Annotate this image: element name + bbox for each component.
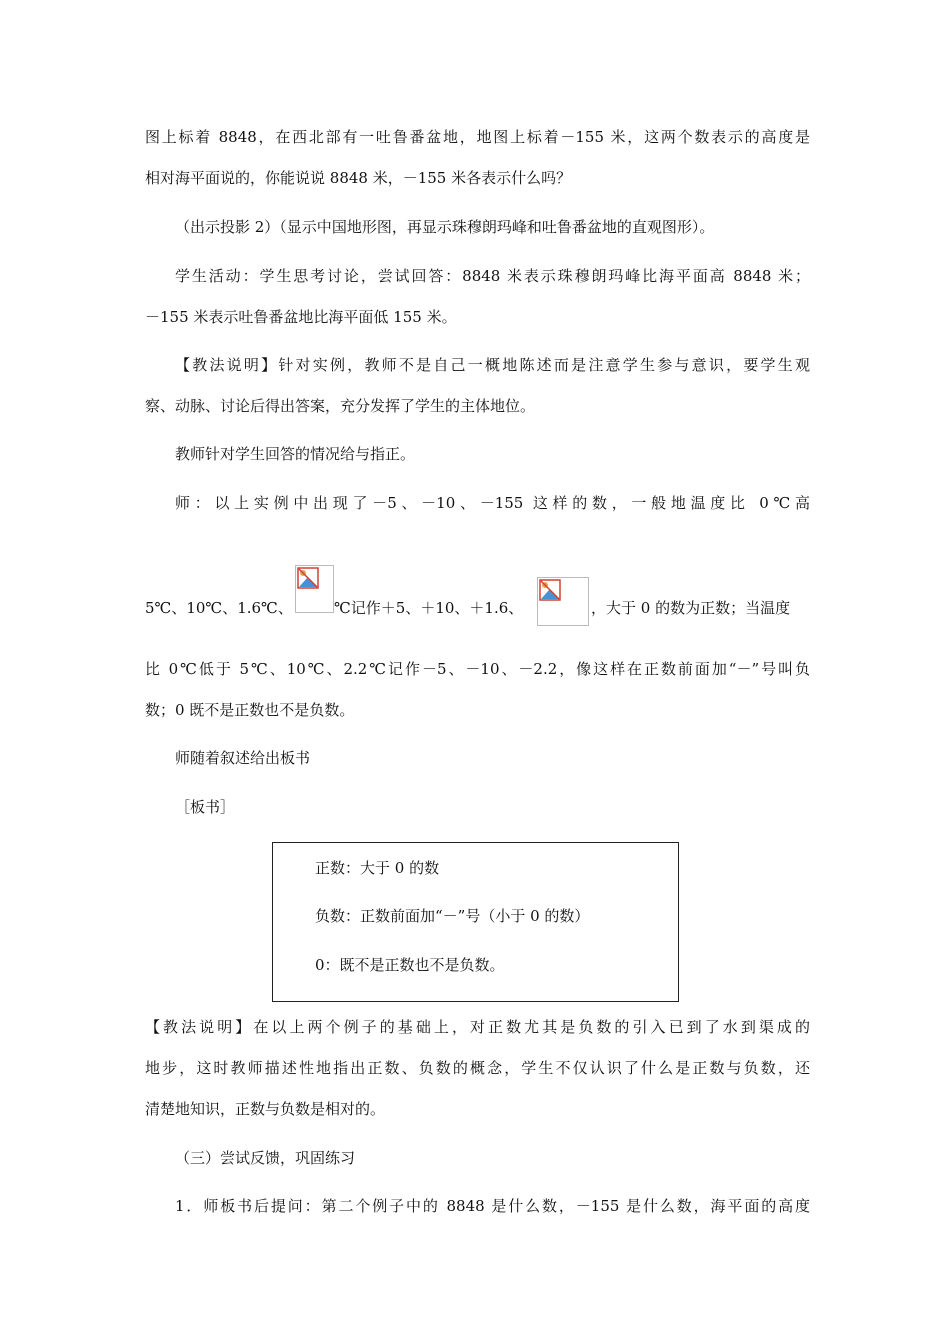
paragraph-9-line-3: 清楚地知识，正数与负数是相对的。: [145, 1100, 386, 1118]
paragraph-7: 师随着叙述给出板书: [175, 749, 311, 767]
paragraph-6-line-2c: ，大于 0 的数为正数；当温度: [591, 599, 791, 617]
paragraph-6-line-2b: ℃记作＋5、＋10、＋1.6、: [334, 599, 524, 617]
paragraph-6-line-2a: 5℃、10℃、1.6℃、: [145, 599, 293, 617]
paragraph-4-line-2: 察、动脉、讨论后得出答案，充分发挥了学生的主体地位。: [145, 397, 536, 415]
paragraph-3-line-2: －155 米表示吐鲁番盆地比海平面低 155 米。: [145, 308, 457, 326]
paragraph-1-line-2: 相对海平面说的，你能说说 8848 米，－155 米各表示什么吗？: [145, 169, 572, 187]
section-heading: （三）尝试反馈，巩固练习: [175, 1149, 356, 1167]
paragraph-6-line-3: 比 0℃低于 5℃、10℃、2.2℃记作－5、－10、－2.2，像这样在正数前面加“－”号叫负: [145, 660, 810, 678]
board-box: [272, 842, 679, 1002]
board-line-zero: 0：既不是正数也不是负数。: [315, 956, 505, 974]
paragraph-6-line-1: 师：以上实例中出现了－5、－10、－155 这样的数，一般地温度比 0℃高: [175, 494, 810, 512]
broken-image-icon: [537, 577, 589, 626]
paragraph-1-line-1: 图上标着 8848，在西北部有一吐鲁番盆地，地图上标着－155 米，这两个数表示的高度是: [145, 128, 810, 146]
broken-image-icon: [295, 565, 334, 613]
paragraph-9-line-1: 【教法说明】在以上两个例子的基础上，对正数尤其是负数的引入已到了水到渠成的: [145, 1018, 810, 1036]
board-line-negative: 负数：正数前面加“－”号（小于 0 的数）: [315, 907, 590, 925]
paragraph-6-line-4: 数；0 既不是正数也不是负数。: [145, 701, 355, 719]
paragraph-9-line-2: 地步，这时教师描述性地指出正数、负数的概念，学生不仅认识了什么是正数与负数，还: [145, 1059, 810, 1077]
paragraph-3-line-1: 学生活动：学生思考讨论，尝试回答：8848 米表示珠穆朗玛峰比海平面高 8848 米；: [175, 267, 810, 285]
board-line-positive: 正数：大于 0 的数: [315, 859, 440, 877]
paragraph-11: 1．师板书后提问：第二个例子中的 8848 是什么数，－155 是什么数，海平面的高度: [175, 1197, 810, 1215]
paragraph-4-line-1: 【教法说明】针对实例，教师不是自己一概地陈述而是注意学生参与意识，要学生观: [175, 356, 810, 374]
paragraph-5: 教师针对学生回答的情况给与指正。: [175, 445, 416, 463]
paragraph-2: （出示投影 2）（显示中国地形图，再显示珠穆朗玛峰和吐鲁番盆地的直观图形）。: [175, 218, 715, 236]
board-heading: ［板书］: [175, 798, 236, 816]
